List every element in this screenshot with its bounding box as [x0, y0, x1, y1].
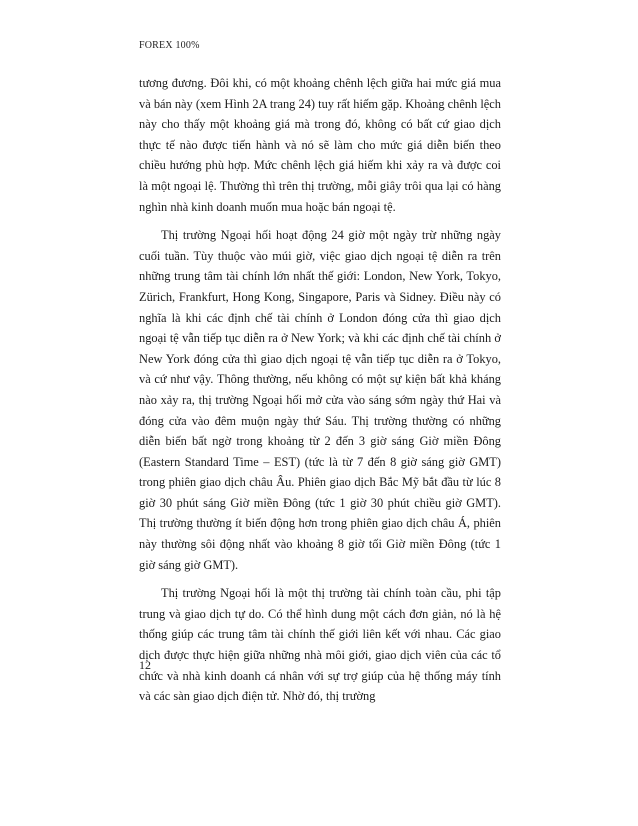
paragraph-continuation: tương đương. Đôi khi, có một khoảng chênh lệch giữa hai mức giá mua và bán này (xem Hình 2A trang 24) tuy rất hiếm gặp. Khoảng chênh lệch này cho thấy một khoảng giá mà trong đó, không có bất cứ giao dịch thực tế nào được tiến hành và nó sẽ làm cho mức giá diễn biến theo chiều hướng phù hợp. Mức chênh lệch giá hiếm khi xảy ra và được coi là một ngoại lệ. Thường thì trên thị trường, mỗi giây trôi qua lại có hàng nghìn nhà kinh doanh muốn mua hoặc bán ngoại tệ.	[139, 76, 501, 214]
paragraph-trading-hours: Thị trường Ngoại hối hoạt động 24 giờ một ngày trừ những ngày cuối tuần. Tùy thuộc vào múi giờ, việc giao dịch ngoại tệ diễn ra trên những trung tâm tài chính lớn nhất thế giới: London, New York, Tokyo, Zürich, Frankfurt, Hong Kong, Singapore, Paris và Sidney. Điều này có nghĩa là khi các định chế tài chính ở London đóng cửa thì giao dịch ngoại tệ vẫn tiếp tục diễn ra ở New York; và khi các định chế tài chính ở New York đóng cửa thì giao dịch ngoại tệ vẫn tiếp tục diễn ra ở Tokyo, và cứ như vậy. Thông thường, nếu không có một sự kiện bất khả kháng nào xảy ra, thị trường Ngoại hối mở cửa vào sáng sớm ngày thứ Hai và đóng cửa vào đêm muộn ngày thứ Sáu. Thị trường thường có những diễn biến bất ngờ trong khoảng từ 2 đến 3 giờ sáng Giờ miền Đông (Eastern Standard Time – EST) (tức là từ 7 đến 8 giờ sáng giờ GMT) trong phiên giao dịch châu Âu. Phiên giao dịch Bắc Mỹ bắt đầu từ lúc 8 giờ 30 phút sáng Giờ miền Đông (tức 1 giờ 30 phút chiều giờ GMT). Thị trường thường ít biến động hơn trong phiên giao dịch châu Á, phiên này thường sôi động nhất vào khoảng 8 giờ tối Giờ miền Đông (tức 1 giờ sáng giờ GMT).	[139, 228, 501, 572]
page-number: 12	[139, 658, 151, 672]
running-header: FOREX 100%	[139, 40, 200, 51]
paragraph-global-market: Thị trường Ngoại hối là một thị trường tài chính toàn cầu, phi tập trung và giao dịch tự do. Có thể hình dung một cách đơn giản, nó là hệ thống giúp các trung tâm tài chính thế giới liên kết với nhau. Các giao dịch được thực hiện giữa những nhà môi giới, giao dịch viên của các tổ chức và nhà kinh doanh cá nhân với sự trợ giúp của hệ thống máy tính và các sàn giao dịch điện tử. Nhờ đó, thị trường	[139, 586, 501, 704]
body-text	[139, 73, 501, 715]
